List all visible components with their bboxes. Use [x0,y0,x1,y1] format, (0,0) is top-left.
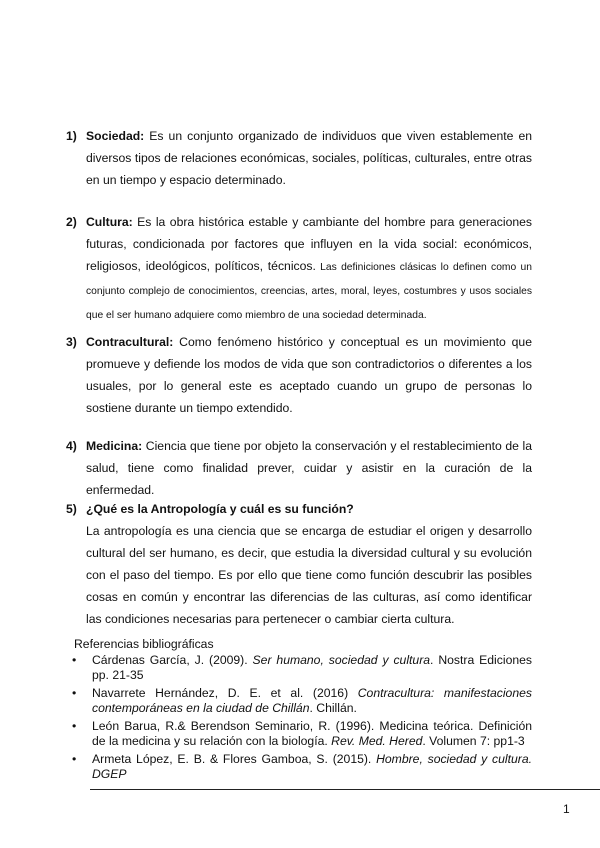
definition-cultura [66,211,532,327]
definition-text: Como fenómeno histórico y conceptual es un movimiento que promueve y defiende los modos de vida que son contradictorios o diferentes a los usuales, por lo general este es aceptado cuando un grupo de personas lo sostiene durante un tiempo extendido. [86,335,532,415]
term-label: Cultura: [86,215,133,229]
answer-text: La antropología es una ciencia que se encarga de estudiar el origen y desarrollo cultural del ser humano, es decir, que estudia la diversidad cultural y su evolución con el paso del tiempo. Es por ello que tiene como función descubrir las posibles cosas en común y encontrar las diferencias de las culturas, así como identificar las condiciones necesarias para pertenecer o cambiar cierta cultura. [86,524,532,626]
item-number: 1) [66,129,77,143]
bullet-icon: • [72,719,77,733]
definition-medicina [66,435,532,501]
definition-text: Es la obra histórica estable y cambiante del hombre para generaciones futuras, condicionada por factores que influyen en la vida social: económicos, religiosos, ideológicos, políticos, técnicos. [86,215,532,273]
definition-text: Ciencia que tiene por objeto la conservación y el restablecimiento de la salud, tiene como finalidad prever, cuidar y asistir en la curación de la enfermedad. [86,439,532,497]
reference-item: • Cárdenas García, J. (2009). Ser humano, sociedad y cultura. Nostra Ediciones pp. 21-35 [72,653,532,682]
item-number: 3) [66,335,77,349]
definition-text: Es un conjunto organizado de individuos que viven establemente en diversos tipos de relaciones económicas, sociales, políticas, culturales, entre otras en un tiempo y espacio determinado. [86,129,532,187]
page-number: 1 [563,802,570,816]
definition-sociedad [66,125,532,191]
references-section [66,637,532,785]
reference-item: • Navarrete Hernández, D. E. et al. (2016) Contracultura: manifestaciones contemporáneas en la ciudad de Chillán. Chillán. [72,686,532,715]
bullet-icon: • [72,653,77,667]
item-number: 4) [66,439,77,453]
definition-contracultural [66,331,532,419]
reference-item: • León Barua, R.& Berendson Seminario, R. (1996). Medicina teórica. Definición de la medicina y su relación con la biología. Rev. Med. Hered. Volumen 7: pp1-3 [72,719,532,748]
term-label: Contracultural: [86,335,174,349]
bullet-icon: • [72,686,77,700]
question-antropologia [66,498,532,630]
term-label: Medicina: [86,439,143,453]
question-heading: ¿Qué es la Antropología y cuál es su función? [86,502,354,516]
term-label: Sociedad: [86,129,145,143]
definition-extra-text: Las definiciones clásicas lo definen como un conjunto complejo de conocimientos, creencias, artes, moral, leyes, costumbres y usos sociales que el ser humano adquiere como miembro de una sociedad determinada. [86,262,532,321]
item-number: 2) [66,215,77,229]
footer-divider [90,789,600,790]
bullet-icon: • [72,752,77,766]
references-title: Referencias bibliográficas [74,637,214,651]
item-number: 5) [66,502,77,516]
reference-item: • Armeta López, E. B. & Flores Gamboa, S. (2015). Hombre, sociedad y cultura. DGEP [72,752,532,781]
